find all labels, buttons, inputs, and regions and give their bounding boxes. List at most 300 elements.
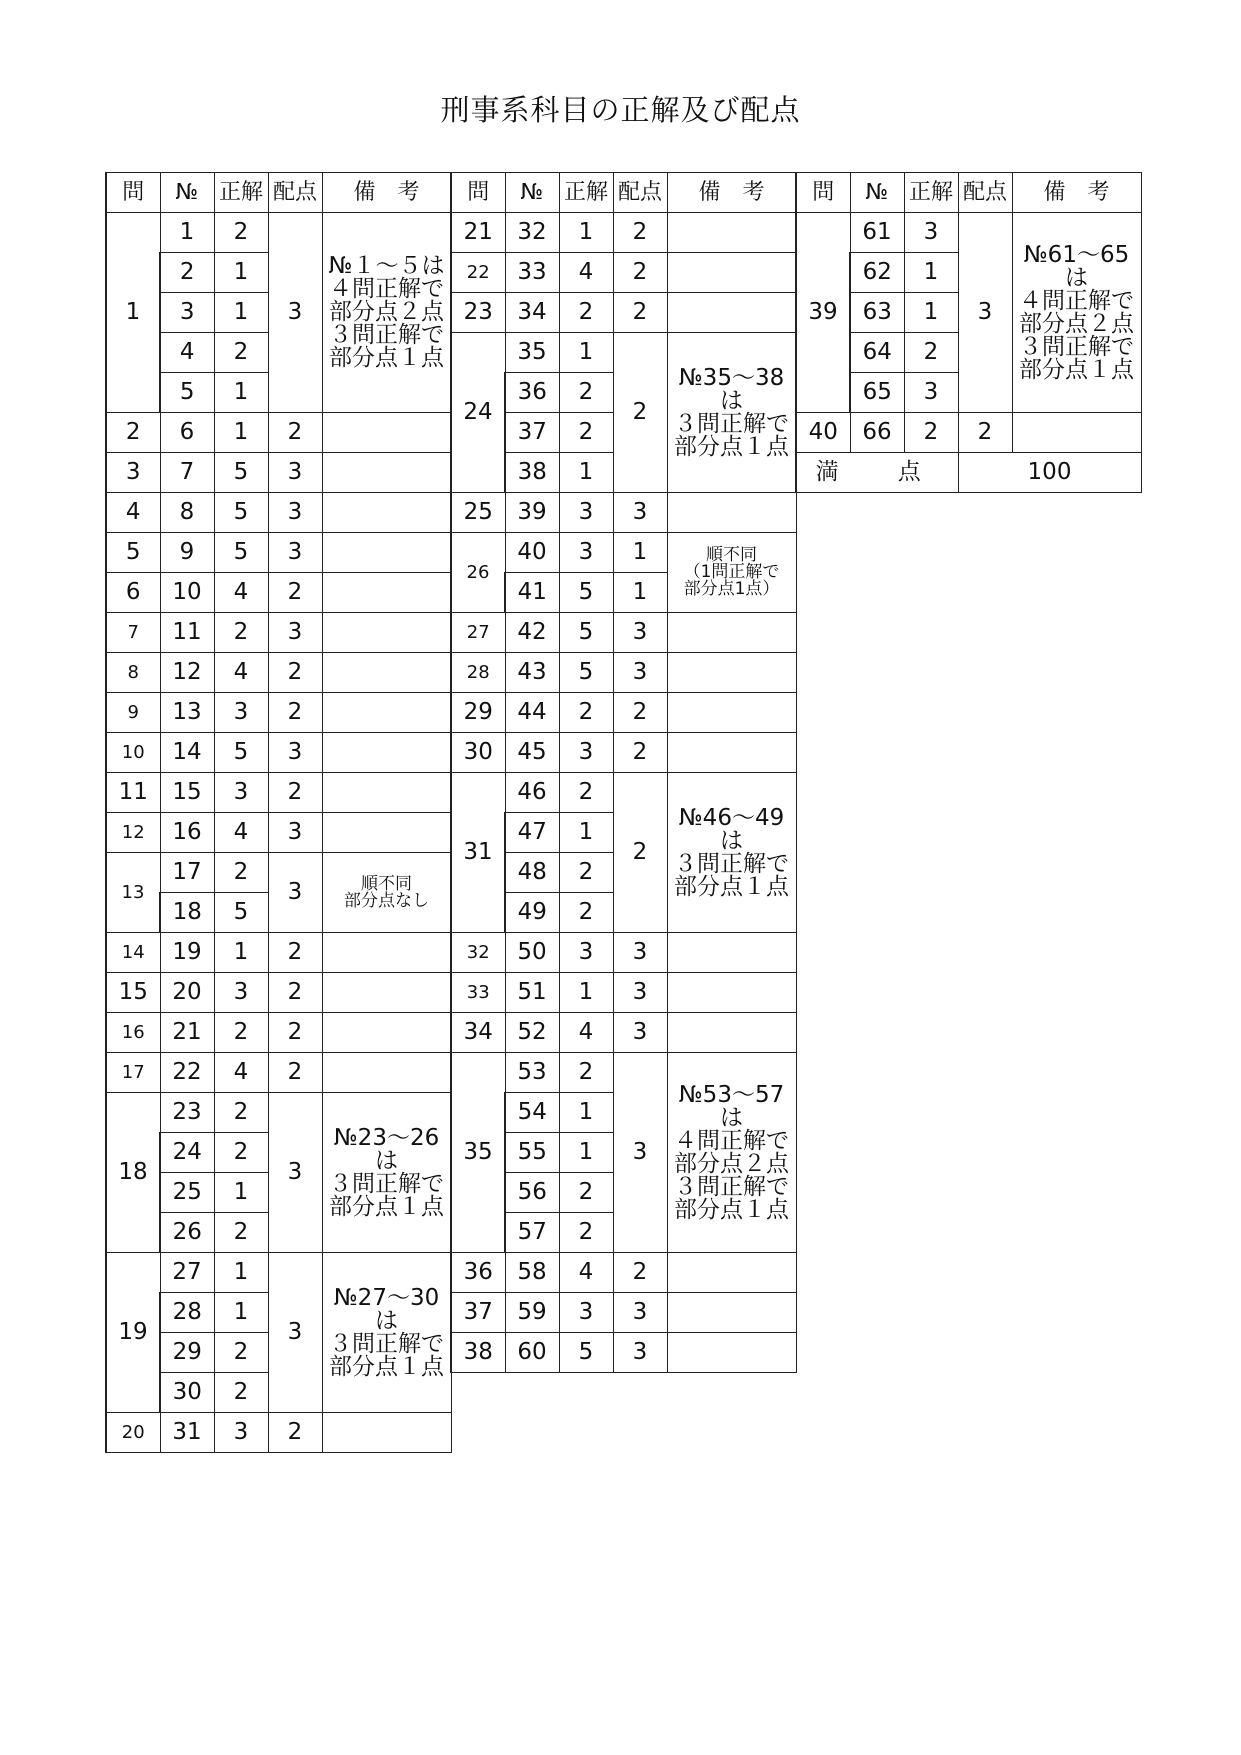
answer-cell: 4 <box>559 1253 613 1293</box>
answer-cell: 5 <box>214 733 268 773</box>
number-cell: 7 <box>160 453 214 493</box>
points-cell: 3 <box>613 1293 667 1333</box>
number-cell: 52 <box>505 1013 559 1053</box>
number-cell: 46 <box>505 773 559 813</box>
answer-cell: 5 <box>559 573 613 613</box>
number-cell: 40 <box>505 533 559 573</box>
answer-cell: 1 <box>214 413 268 453</box>
question-cell: 32 <box>451 933 505 973</box>
question-cell: 40 <box>796 413 850 453</box>
answer-cell: 5 <box>214 893 268 933</box>
question-cell: 20 <box>106 1413 160 1453</box>
number-cell: 24 <box>160 1133 214 1173</box>
question-cell: 16 <box>106 1013 160 1053</box>
answer-cell: 3 <box>559 493 613 533</box>
number-cell: 57 <box>505 1213 559 1253</box>
answer-cell: 1 <box>559 1133 613 1173</box>
question-cell: 29 <box>451 693 505 733</box>
number-cell: 50 <box>505 933 559 973</box>
question-cell: 31 <box>451 773 505 933</box>
question-cell: 6 <box>106 573 160 613</box>
table-row <box>106 973 451 1013</box>
table-row <box>106 413 451 453</box>
points-cell: 3 <box>958 213 1012 413</box>
answer-cell: 3 <box>904 373 958 413</box>
header-remarks: 備 考 <box>322 173 451 213</box>
number-cell: 66 <box>850 413 904 453</box>
answer-cell: 2 <box>559 773 613 813</box>
number-cell: 14 <box>160 733 214 773</box>
answer-cell: 2 <box>214 1133 268 1173</box>
remarks-cell <box>667 613 796 653</box>
number-cell: 12 <box>160 653 214 693</box>
table-row <box>451 293 796 333</box>
answer-cell: 2 <box>559 373 613 413</box>
answer-cell: 2 <box>214 613 268 653</box>
number-cell: 58 <box>505 1253 559 1293</box>
points-cell: 2 <box>613 253 667 293</box>
number-cell: 5 <box>160 373 214 413</box>
header-number: № <box>850 173 904 213</box>
number-cell: 29 <box>160 1333 214 1373</box>
number-cell: 45 <box>505 733 559 773</box>
number-cell: 51 <box>505 973 559 1013</box>
table-row <box>106 453 451 493</box>
table-row <box>451 973 796 1013</box>
number-cell: 19 <box>160 933 214 973</box>
points-cell: 3 <box>613 653 667 693</box>
remarks-cell <box>667 253 796 293</box>
remarks-cell <box>667 733 796 773</box>
remarks-cell: №61～65は ４問正解で 部分点２点 ３問正解で 部分点１点 <box>1012 213 1141 413</box>
remarks-cell <box>667 213 796 253</box>
points-cell: 3 <box>268 533 322 573</box>
points-cell: 3 <box>268 813 322 853</box>
answer-cell: 2 <box>559 293 613 333</box>
header-number: № <box>505 173 559 213</box>
points-cell: 2 <box>268 1013 322 1053</box>
question-cell: 33 <box>451 973 505 1013</box>
question-cell: 2 <box>106 413 160 453</box>
points-cell: 2 <box>268 653 322 693</box>
points-cell: 1 <box>613 533 667 573</box>
question-cell: 38 <box>451 1333 505 1373</box>
answer-cell: 2 <box>559 1053 613 1093</box>
number-cell: 42 <box>505 613 559 653</box>
answer-cell: 2 <box>904 413 958 453</box>
points-cell: 3 <box>613 1053 667 1253</box>
answer-cell: 2 <box>559 893 613 933</box>
remarks-cell: 順不同 部分点なし <box>322 853 451 933</box>
total-label: 満 点 <box>796 453 958 493</box>
table-row <box>106 693 451 733</box>
table-row <box>796 413 1141 453</box>
points-cell: 2 <box>268 573 322 613</box>
remarks-cell: №27～30は ３問正解で 部分点１点 <box>322 1253 451 1413</box>
number-cell: 31 <box>160 1413 214 1453</box>
points-cell: 3 <box>613 613 667 653</box>
remarks-cell <box>322 1413 451 1453</box>
answer-cell: 3 <box>904 213 958 253</box>
remarks-cell: 順不同 （1問正解で 部分点1点） <box>667 533 796 613</box>
number-cell: 37 <box>505 413 559 453</box>
question-cell: 11 <box>106 773 160 813</box>
number-cell: 8 <box>160 493 214 533</box>
header-points: 配点 <box>958 173 1012 213</box>
remarks-cell <box>322 933 451 973</box>
number-cell: 59 <box>505 1293 559 1333</box>
table-row <box>106 933 451 973</box>
answer-cell: 1 <box>214 253 268 293</box>
table-row <box>106 733 451 773</box>
answer-cell: 5 <box>214 453 268 493</box>
remarks-cell <box>667 1013 796 1053</box>
remarks-cell <box>322 733 451 773</box>
page-title: 刑事系科目の正解及び配点 <box>440 93 801 127</box>
remarks-cell <box>322 453 451 493</box>
table-row <box>106 1253 451 1293</box>
number-cell: 27 <box>160 1253 214 1293</box>
answer-cell: 4 <box>214 813 268 853</box>
answer-cell: 2 <box>559 853 613 893</box>
points-cell: 3 <box>268 613 322 653</box>
remarks-cell: №１～５は ４問正解で 部分点２点 ３問正解で 部分点１点 <box>322 213 451 413</box>
question-cell: 36 <box>451 1253 505 1293</box>
question-cell: 8 <box>106 653 160 693</box>
question-cell: 18 <box>106 1093 160 1253</box>
points-cell: 3 <box>268 213 322 413</box>
number-cell: 23 <box>160 1093 214 1133</box>
table-row <box>451 533 796 573</box>
number-cell: 25 <box>160 1173 214 1213</box>
total-value: 100 <box>958 453 1141 493</box>
remarks-cell <box>667 1293 796 1333</box>
header-row <box>796 173 1141 213</box>
number-cell: 9 <box>160 533 214 573</box>
question-cell: 9 <box>106 693 160 733</box>
table-row <box>451 493 796 533</box>
answer-cell: 2 <box>214 1333 268 1373</box>
answer-cell: 1 <box>214 1173 268 1213</box>
remarks-cell <box>667 653 796 693</box>
number-cell: 10 <box>160 573 214 613</box>
answer-cell: 5 <box>559 1333 613 1373</box>
number-cell: 56 <box>505 1173 559 1213</box>
remarks-cell: №23～26は ３問正解で 部分点１点 <box>322 1093 451 1253</box>
points-cell: 3 <box>613 973 667 1013</box>
number-cell: 63 <box>850 293 904 333</box>
answer-cell: 1 <box>559 213 613 253</box>
table-row <box>451 253 796 293</box>
number-cell: 47 <box>505 813 559 853</box>
number-cell: 17 <box>160 853 214 893</box>
question-cell: 28 <box>451 653 505 693</box>
header-answer: 正解 <box>214 173 268 213</box>
table-row <box>106 853 451 893</box>
answer-cell: 3 <box>559 533 613 573</box>
answer-cell: 4 <box>214 573 268 613</box>
number-cell: 26 <box>160 1213 214 1253</box>
remarks-cell <box>667 293 796 333</box>
question-cell: 1 <box>106 213 160 413</box>
answer-cell: 1 <box>214 293 268 333</box>
remarks-cell: №53～57は ４問正解で 部分点２点 ３問正解で 部分点１点 <box>667 1053 796 1253</box>
answer-cell: 4 <box>559 253 613 293</box>
number-cell: 55 <box>505 1133 559 1173</box>
number-cell: 62 <box>850 253 904 293</box>
remarks-cell <box>322 693 451 733</box>
remarks-cell <box>322 613 451 653</box>
question-cell: 25 <box>451 493 505 533</box>
question-cell: 7 <box>106 613 160 653</box>
points-cell: 2 <box>613 333 667 493</box>
header-remarks: 備 考 <box>1012 173 1141 213</box>
number-cell: 33 <box>505 253 559 293</box>
header-question: 問 <box>451 173 505 213</box>
answer-cell: 2 <box>214 213 268 253</box>
number-cell: 32 <box>505 213 559 253</box>
answer-cell: 1 <box>559 1093 613 1133</box>
points-cell: 2 <box>613 293 667 333</box>
remarks-cell <box>322 773 451 813</box>
points-cell: 2 <box>268 973 322 1013</box>
table-row <box>451 213 796 253</box>
number-cell: 6 <box>160 413 214 453</box>
question-cell: 39 <box>796 213 850 413</box>
points-cell: 3 <box>268 1093 322 1253</box>
number-cell: 13 <box>160 693 214 733</box>
question-cell: 17 <box>106 1053 160 1093</box>
points-cell: 2 <box>268 1413 322 1453</box>
total-row <box>796 453 1141 493</box>
header-row <box>451 173 796 213</box>
number-cell: 20 <box>160 973 214 1013</box>
points-cell: 3 <box>268 853 322 933</box>
table-row <box>106 1413 451 1453</box>
question-cell: 24 <box>451 333 505 493</box>
header-remarks: 備 考 <box>667 173 796 213</box>
header-points: 配点 <box>268 173 322 213</box>
remarks-cell <box>667 933 796 973</box>
answer-cell: 1 <box>214 373 268 413</box>
question-cell: 14 <box>106 933 160 973</box>
remarks-cell <box>667 973 796 1013</box>
remarks-cell <box>667 493 796 533</box>
table-row <box>451 1293 796 1333</box>
table-row <box>106 573 451 613</box>
answer-cell: 4 <box>214 653 268 693</box>
remarks-cell: №46～49は ３問正解で 部分点１点 <box>667 773 796 933</box>
answer-cell: 3 <box>559 733 613 773</box>
remarks-cell <box>322 973 451 1013</box>
answer-cell: 1 <box>214 1253 268 1293</box>
question-cell: 19 <box>106 1253 160 1413</box>
answer-cell: 5 <box>214 493 268 533</box>
number-cell: 2 <box>160 253 214 293</box>
remarks-cell: №35～38は ３問正解で 部分点１点 <box>667 333 796 493</box>
remarks-cell <box>1012 413 1141 453</box>
remarks-cell <box>322 413 451 453</box>
answer-table-1 <box>105 172 452 1453</box>
answer-cell: 2 <box>214 1213 268 1253</box>
points-cell: 2 <box>268 1053 322 1093</box>
answer-cell: 1 <box>904 293 958 333</box>
number-cell: 22 <box>160 1053 214 1093</box>
header-question: 問 <box>106 173 160 213</box>
number-cell: 18 <box>160 893 214 933</box>
points-cell: 3 <box>613 1013 667 1053</box>
answer-cell: 1 <box>214 933 268 973</box>
points-cell: 2 <box>613 693 667 733</box>
question-cell: 22 <box>451 253 505 293</box>
points-cell: 3 <box>268 733 322 773</box>
remarks-cell <box>322 813 451 853</box>
question-cell: 37 <box>451 1293 505 1333</box>
question-cell: 12 <box>106 813 160 853</box>
question-cell: 34 <box>451 1013 505 1053</box>
number-cell: 54 <box>505 1093 559 1133</box>
header-question: 問 <box>796 173 850 213</box>
table-row <box>451 1053 796 1093</box>
table-row <box>451 1253 796 1293</box>
points-cell: 2 <box>613 773 667 933</box>
points-cell: 3 <box>268 1253 322 1413</box>
header-number: № <box>160 173 214 213</box>
answer-cell: 3 <box>214 773 268 813</box>
points-cell: 2 <box>958 413 1012 453</box>
table-row <box>451 733 796 773</box>
number-cell: 44 <box>505 693 559 733</box>
number-cell: 16 <box>160 813 214 853</box>
number-cell: 65 <box>850 373 904 413</box>
number-cell: 30 <box>160 1373 214 1413</box>
table-row <box>106 1053 451 1093</box>
question-cell: 5 <box>106 533 160 573</box>
points-cell: 2 <box>268 933 322 973</box>
question-cell: 26 <box>451 533 505 613</box>
table-row <box>106 1013 451 1053</box>
question-cell: 35 <box>451 1053 505 1253</box>
table-row <box>106 533 451 573</box>
answer-cell: 3 <box>559 1293 613 1333</box>
answer-cell: 3 <box>559 933 613 973</box>
header-answer: 正解 <box>559 173 613 213</box>
table-row <box>451 773 796 813</box>
answer-cell: 5 <box>559 613 613 653</box>
table-row <box>106 773 451 813</box>
header-points: 配点 <box>613 173 667 213</box>
answer-cell: 4 <box>214 1053 268 1093</box>
points-cell: 3 <box>613 493 667 533</box>
table-row <box>106 813 451 853</box>
remarks-cell <box>322 573 451 613</box>
remarks-cell <box>667 1253 796 1293</box>
answer-cell: 2 <box>214 853 268 893</box>
table-row <box>451 1013 796 1053</box>
points-cell: 2 <box>613 733 667 773</box>
points-cell: 2 <box>613 1253 667 1293</box>
answer-cell: 2 <box>559 693 613 733</box>
table-row <box>106 1093 451 1133</box>
question-cell: 15 <box>106 973 160 1013</box>
number-cell: 53 <box>505 1053 559 1093</box>
answer-cell: 1 <box>214 1293 268 1333</box>
table-row <box>451 333 796 373</box>
remarks-cell <box>667 1333 796 1373</box>
answer-cell: 3 <box>214 973 268 1013</box>
remarks-cell <box>322 1053 451 1093</box>
answer-cell: 2 <box>559 1213 613 1253</box>
number-cell: 43 <box>505 653 559 693</box>
points-cell: 2 <box>613 213 667 253</box>
remarks-cell <box>322 533 451 573</box>
table-row <box>106 653 451 693</box>
number-cell: 28 <box>160 1293 214 1333</box>
question-cell: 3 <box>106 453 160 493</box>
question-cell: 30 <box>451 733 505 773</box>
table-row <box>451 653 796 693</box>
answer-cell: 2 <box>214 1373 268 1413</box>
question-cell: 13 <box>106 853 160 933</box>
header-answer: 正解 <box>904 173 958 213</box>
number-cell: 39 <box>505 493 559 533</box>
answer-cell: 1 <box>559 453 613 493</box>
number-cell: 60 <box>505 1333 559 1373</box>
remarks-cell <box>322 653 451 693</box>
number-cell: 38 <box>505 453 559 493</box>
table-row <box>451 933 796 973</box>
number-cell: 64 <box>850 333 904 373</box>
answer-cell: 2 <box>559 413 613 453</box>
answer-cell: 1 <box>559 813 613 853</box>
points-cell: 2 <box>268 693 322 733</box>
answer-cell: 2 <box>214 333 268 373</box>
answer-cell: 1 <box>559 973 613 1013</box>
answer-table-3 <box>795 172 1142 493</box>
table-row <box>106 613 451 653</box>
remarks-cell <box>322 1013 451 1053</box>
answer-cell: 4 <box>559 1013 613 1053</box>
table-row <box>451 1333 796 1373</box>
remarks-cell <box>667 693 796 733</box>
answer-cell: 1 <box>904 253 958 293</box>
answer-cell: 5 <box>214 533 268 573</box>
table-row <box>451 693 796 733</box>
number-cell: 15 <box>160 773 214 813</box>
answer-cell: 2 <box>559 1173 613 1213</box>
question-cell: 27 <box>451 613 505 653</box>
answer-cell: 2 <box>904 333 958 373</box>
answer-cell: 2 <box>214 1093 268 1133</box>
number-cell: 48 <box>505 853 559 893</box>
points-cell: 2 <box>268 773 322 813</box>
number-cell: 35 <box>505 333 559 373</box>
number-cell: 61 <box>850 213 904 253</box>
points-cell: 1 <box>613 573 667 613</box>
table-row <box>796 213 1141 253</box>
number-cell: 49 <box>505 893 559 933</box>
answer-cell: 5 <box>559 653 613 693</box>
answer-cell: 1 <box>559 333 613 373</box>
answer-cell: 3 <box>214 693 268 733</box>
answer-cell: 2 <box>214 1013 268 1053</box>
number-cell: 3 <box>160 293 214 333</box>
points-cell: 3 <box>268 493 322 533</box>
header-row <box>106 173 451 213</box>
question-cell: 23 <box>451 293 505 333</box>
number-cell: 21 <box>160 1013 214 1053</box>
table-row <box>451 613 796 653</box>
